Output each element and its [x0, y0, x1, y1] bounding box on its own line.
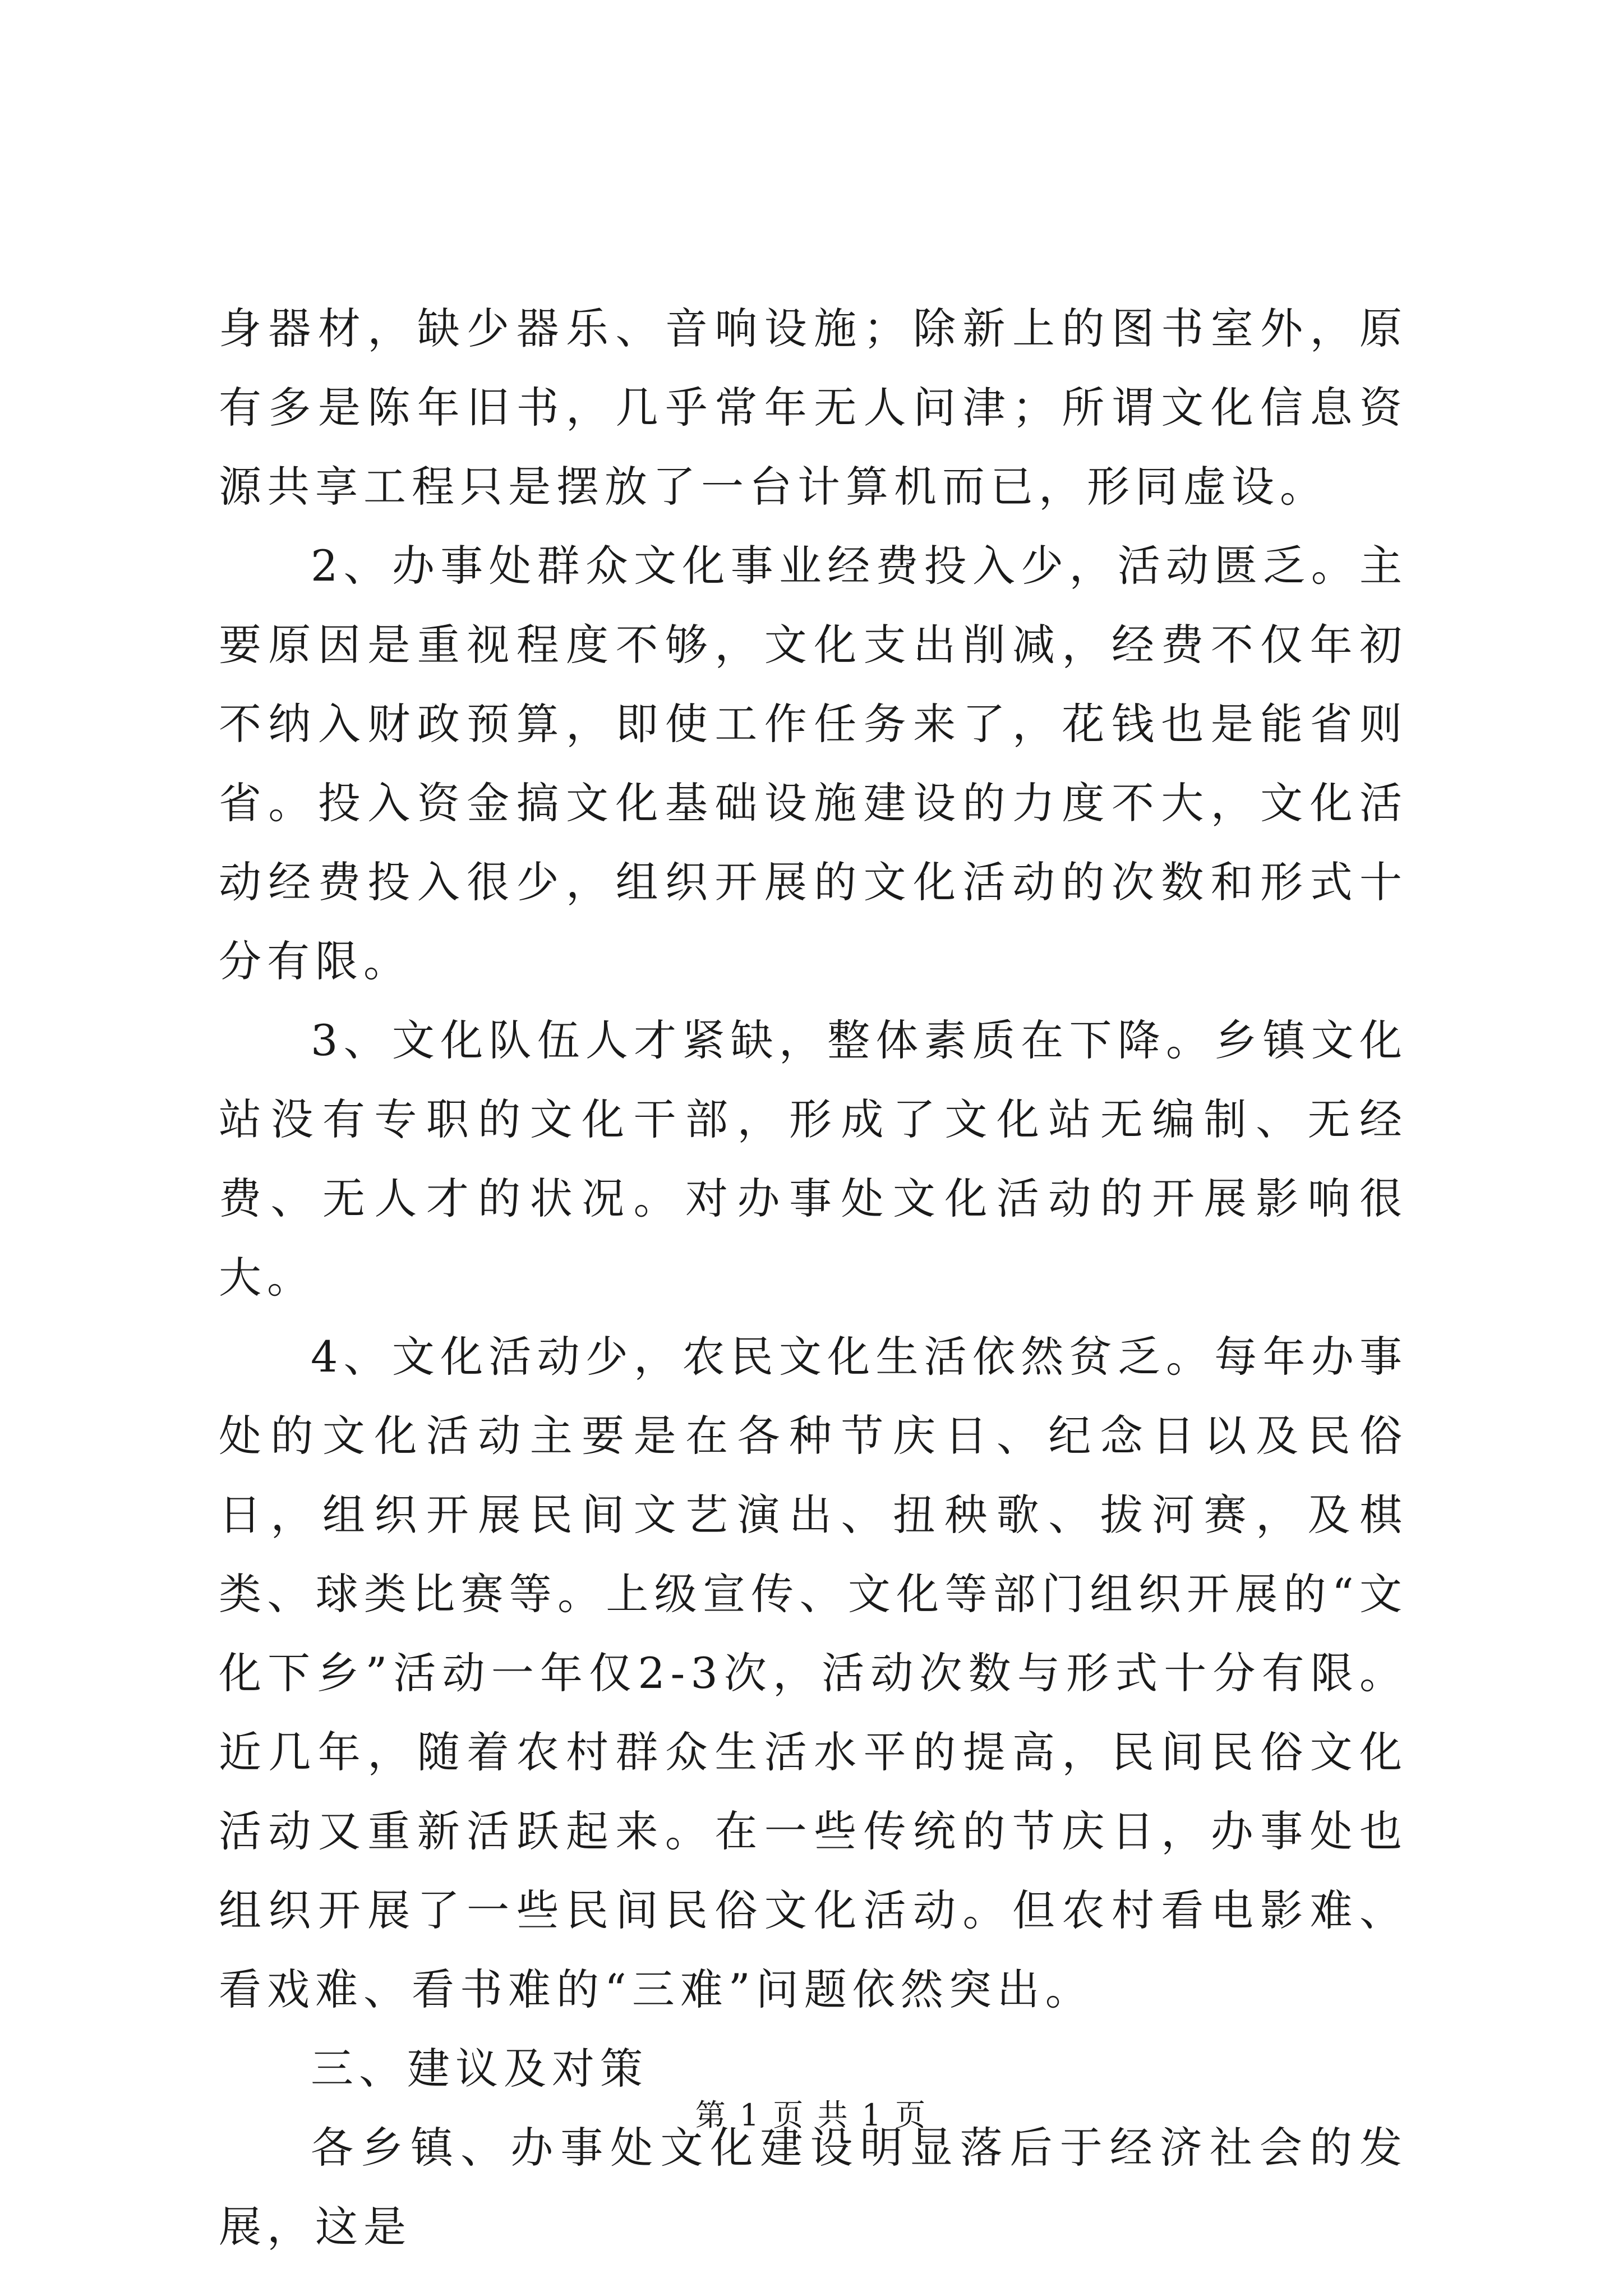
paragraph-item-4: 4、文化活动少，农民文化生活依然贫乏。每年办事处的文化活动主要是在各种节庆日、纪念日以及民俗日，组织开展民间文艺演出、扭秧歌、拔河赛，及棋类、球类比赛等。上级宣传、文化等部门组织开展的“文化下乡”活动一年仅2-3次，活动次数与形式十分有限。近几年，随着农村群众生活水平的提高，民间民俗文化活动又重新活跃起来。在一些传统的节庆日，办事处也组织开展了一些民间民俗文化活动。但农村看电影难、看戏难、看书难的“三难”问题依然突出。	[219, 1332, 1408, 2014]
section-heading: 三、建议及对策	[311, 2044, 648, 2093]
paragraph-item-3: 3、文化队伍人才紧缺，整体素质在下降。乡镇文化站没有专职的文化干部，形成了文化站无编制、无经费、无人才的状况。对办事处文化活动的开展影响很大。	[219, 1015, 1408, 1303]
page-footer: 第 1 页 共 1 页	[695, 2097, 928, 2133]
paragraph-continuation: 身器材，缺少器乐、音响设施；除新上的图书室外，原有多是陈年旧书，几乎常年无人问津；所谓文化信息资源共享工程只是摆放了一台计算机而已，形同虚设。	[219, 303, 1408, 512]
paragraph-section-intro: 各乡镇、办事处文化建设明显落后于经济社会的发展，这是	[219, 2123, 1408, 2252]
document-body	[219, 289, 1408, 2266]
paragraph-item-2: 2、办事处群众文化事业经费投入少，活动匮乏。主要原因是重视程度不够，文化支出削减，经费不仅年初不纳入财政预算，即使工作任务来了，花钱也是能省则省。投入资金搞文化基础设施建设的力度不大，文化活动经费投入很少，组织开展的文化活动的次数和形式十分有限。	[219, 541, 1408, 986]
